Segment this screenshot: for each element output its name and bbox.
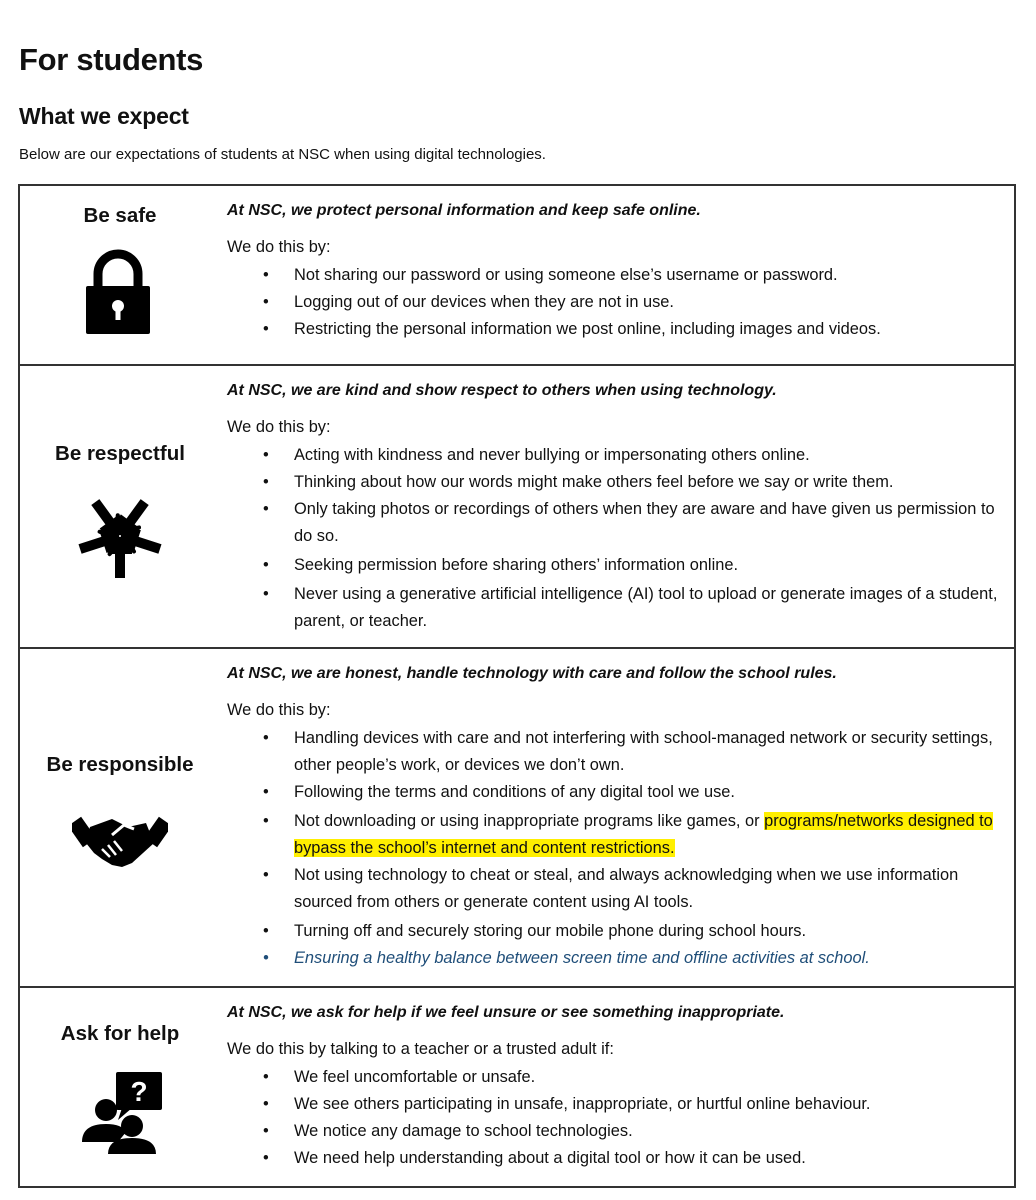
section-heading: What we expect — [19, 103, 189, 129]
highlighted-text: programs/networks designed to bypass the school’s internet and content restrictions. — [294, 812, 993, 857]
list-item: • Only taking photos or recordings of others when they are aware and have given us permission to do so. — [263, 500, 995, 545]
row-content — [227, 663, 1002, 972]
svg-text:?: ? — [130, 1076, 148, 1107]
row-label: Ask for help — [60, 1022, 180, 1045]
list-item: • Not using technology to cheat or steal, and always acknowledging when we use information sourced from others or generate content using AI tools. — [263, 866, 959, 911]
list-item: • Seeking permission before sharing others’ information online. — [263, 556, 739, 574]
expectations-table — [18, 184, 1016, 1188]
row-statement: At NSC, we are kind and show respect to others when using technology. — [227, 382, 777, 399]
row-lead: We do this by talking to a teacher or a trusted adult if: — [227, 1040, 614, 1058]
row-statement: At NSC, we protect personal information and keep safe online. — [227, 202, 701, 219]
row-be-responsible — [20, 647, 1014, 986]
row-statement: At NSC, we are honest, handle technology with care and follow the school rules. — [227, 665, 837, 682]
bullet-list — [227, 442, 1002, 635]
bullet-list — [227, 1064, 1002, 1172]
intro-text: Below are our expectations of students at NSC when using digital technologies. — [19, 146, 546, 163]
hands-circle-icon — [70, 488, 170, 589]
row-label: Be respectful — [55, 442, 185, 465]
row-be-safe — [20, 186, 1014, 364]
row-label: Be safe — [83, 204, 157, 227]
row-lead: We do this by: — [227, 418, 331, 436]
list-item: • We notice any damage to school technologies. — [263, 1122, 633, 1140]
row-ask-for-help — [20, 986, 1014, 1186]
lock-icon — [82, 248, 154, 343]
row-content — [227, 1002, 1002, 1172]
list-item: • Logging out of our devices when they are not in use. — [263, 293, 674, 311]
list-item: • We need help understanding about a digital tool or how it can be used. — [263, 1149, 806, 1167]
list-item: • Handling devices with care and not interfering with school-managed network or security settings, other people’s work, or devices we don’t own. — [263, 729, 993, 774]
list-item: • Never using a generative artificial intelligence (AI) tool to upload or generate images of a student, parent, or teacher. — [263, 585, 998, 630]
page-title: For students — [19, 42, 204, 77]
row-content — [227, 200, 1002, 343]
list-item: • Not sharing our password or using someone else’s username or password. — [263, 266, 838, 284]
list-item: • Acting with kindness and never bullying or impersonating others online. — [263, 446, 810, 464]
row-lead: We do this by: — [227, 701, 331, 719]
people-question-icon — [78, 1070, 168, 1159]
list-item: • Thinking about how our words might make others feel before we say or write them. — [263, 473, 894, 491]
bullet-list — [227, 262, 1002, 343]
list-item: • Turning off and securely storing our mobile phone during school hours. — [263, 922, 807, 940]
list-item: • Restricting the personal information we post online, including images and videos. — [263, 320, 881, 338]
list-item: • Not downloading or using inappropriate programs like games, or programs/networks designed to bypass the school’s internet and content restrictions. — [263, 812, 993, 857]
row-lead: We do this by: — [227, 238, 331, 256]
handshake-icon — [72, 809, 168, 878]
row-label: Be responsible — [46, 753, 194, 776]
list-item: • We feel uncomfortable or unsafe. — [263, 1068, 536, 1086]
row-content — [227, 380, 1002, 635]
row-statement: At NSC, we ask for help if we feel unsure or see something inappropriate. — [227, 1004, 785, 1021]
list-item: • We see others participating in unsafe, inappropriate, or hurtful online behaviour. — [263, 1095, 871, 1113]
list-item-italic: • Ensuring a healthy balance between screen time and offline activities at school. — [263, 949, 870, 967]
row-be-respectful — [20, 364, 1014, 647]
bullet-list — [227, 725, 1002, 972]
list-item: • Following the terms and conditions of any digital tool we use. — [263, 783, 735, 801]
